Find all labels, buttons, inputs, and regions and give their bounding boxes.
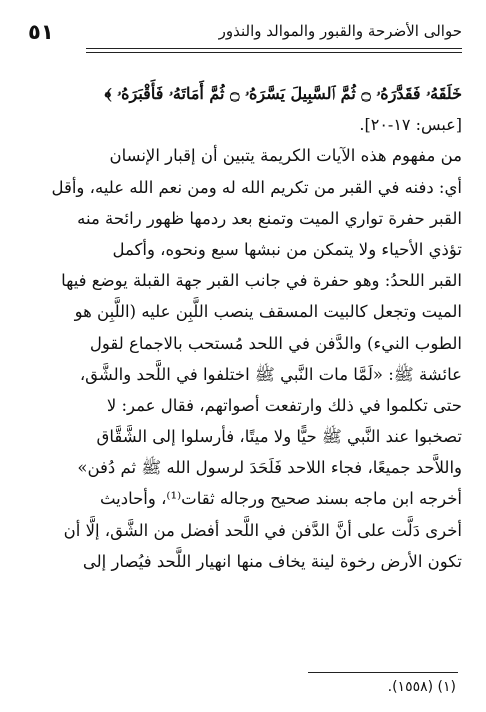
body-line: تكون الأرض رخوة لينة يخاف منها انهيار اللَّحد فيُصار إلى [82,551,462,571]
page-number: ٥١ [28,20,54,44]
page-body [28,78,462,577]
body-line: أخرى دَلَّت على أنَّ الدَّفن في اللَّحد أفضل من الشَّق، إلَّا أن [63,520,462,540]
header-rule [86,48,462,49]
page-header [28,18,462,58]
body-line: الطوب النيء) والدَّفن في اللحد مُستحب بالاجماع لقول [89,333,462,353]
body-line: حتى تكلموا في ذلك وارتفعت أصواتهم، فقال عمر: لا [106,395,462,415]
quran-verse: خَلَقَهُۥ فَقَدَّرَهُۥ ۝ ثُمَّ ٱلسَّبِيلَ يَسَّرَهُۥ ۝ ثُمَّ أَمَاتَهُۥ فَأَقْبَرَهُۥ ﴾ [104,84,462,103]
body-line: الميت وتجعل كالبيت المسقف ينصب اللَّبِن عليه (اللَّبِن هو [74,302,462,322]
running-title: حوالی الأضرحة والقبور والموالد والنذور [218,22,462,40]
footnote: (١) (١٥٥٨). [387,679,456,695]
body-line: من مفهوم هذه الآيات الكريمة يتبين أن إقبار الإنسان [109,146,462,166]
footnote-rule [308,672,458,673]
body-line: القبر اللحدُ: وهو حفرة في جانب القبر جهة القبلة يوضع فيها [61,271,462,291]
verse-reference: [عبس: ١٧-٢٠]. [359,115,462,135]
body-line: أي: دفنه في القبر من تكريم الله له ومن نعم الله عليه، وأقل [51,177,462,197]
body-line: عائشة ﷺ: «لَمَّا مات النَّبي ﷺ اختلفوا في اللَّحد والشَّق، [79,364,462,384]
header-rule-secondary [86,52,462,53]
body-line: أخرجه ابن ماجه بسند صحيح ورجاله ثقات⁽¹⁾، وأحاديث [99,489,462,509]
body-line: القبر حفرة تواري الميت وتمنع بعد ردمها ظهور رائحة منه [77,208,462,228]
body-line: واللاَّحد جميعًا، فجاء اللاحد فَلَحَدَ لرسول الله ﷺ ثم دُفن» [77,458,462,478]
body-line: تؤذي الأحياء ولا يتمكن من نبشها سبع ونحوه، وأكمل [112,239,462,259]
body-line: تصخبوا عند النَّبي ﷺ حيًّا ولا ميتًا، فأرسلوا إلى الشَّقَّاق [96,427,462,447]
